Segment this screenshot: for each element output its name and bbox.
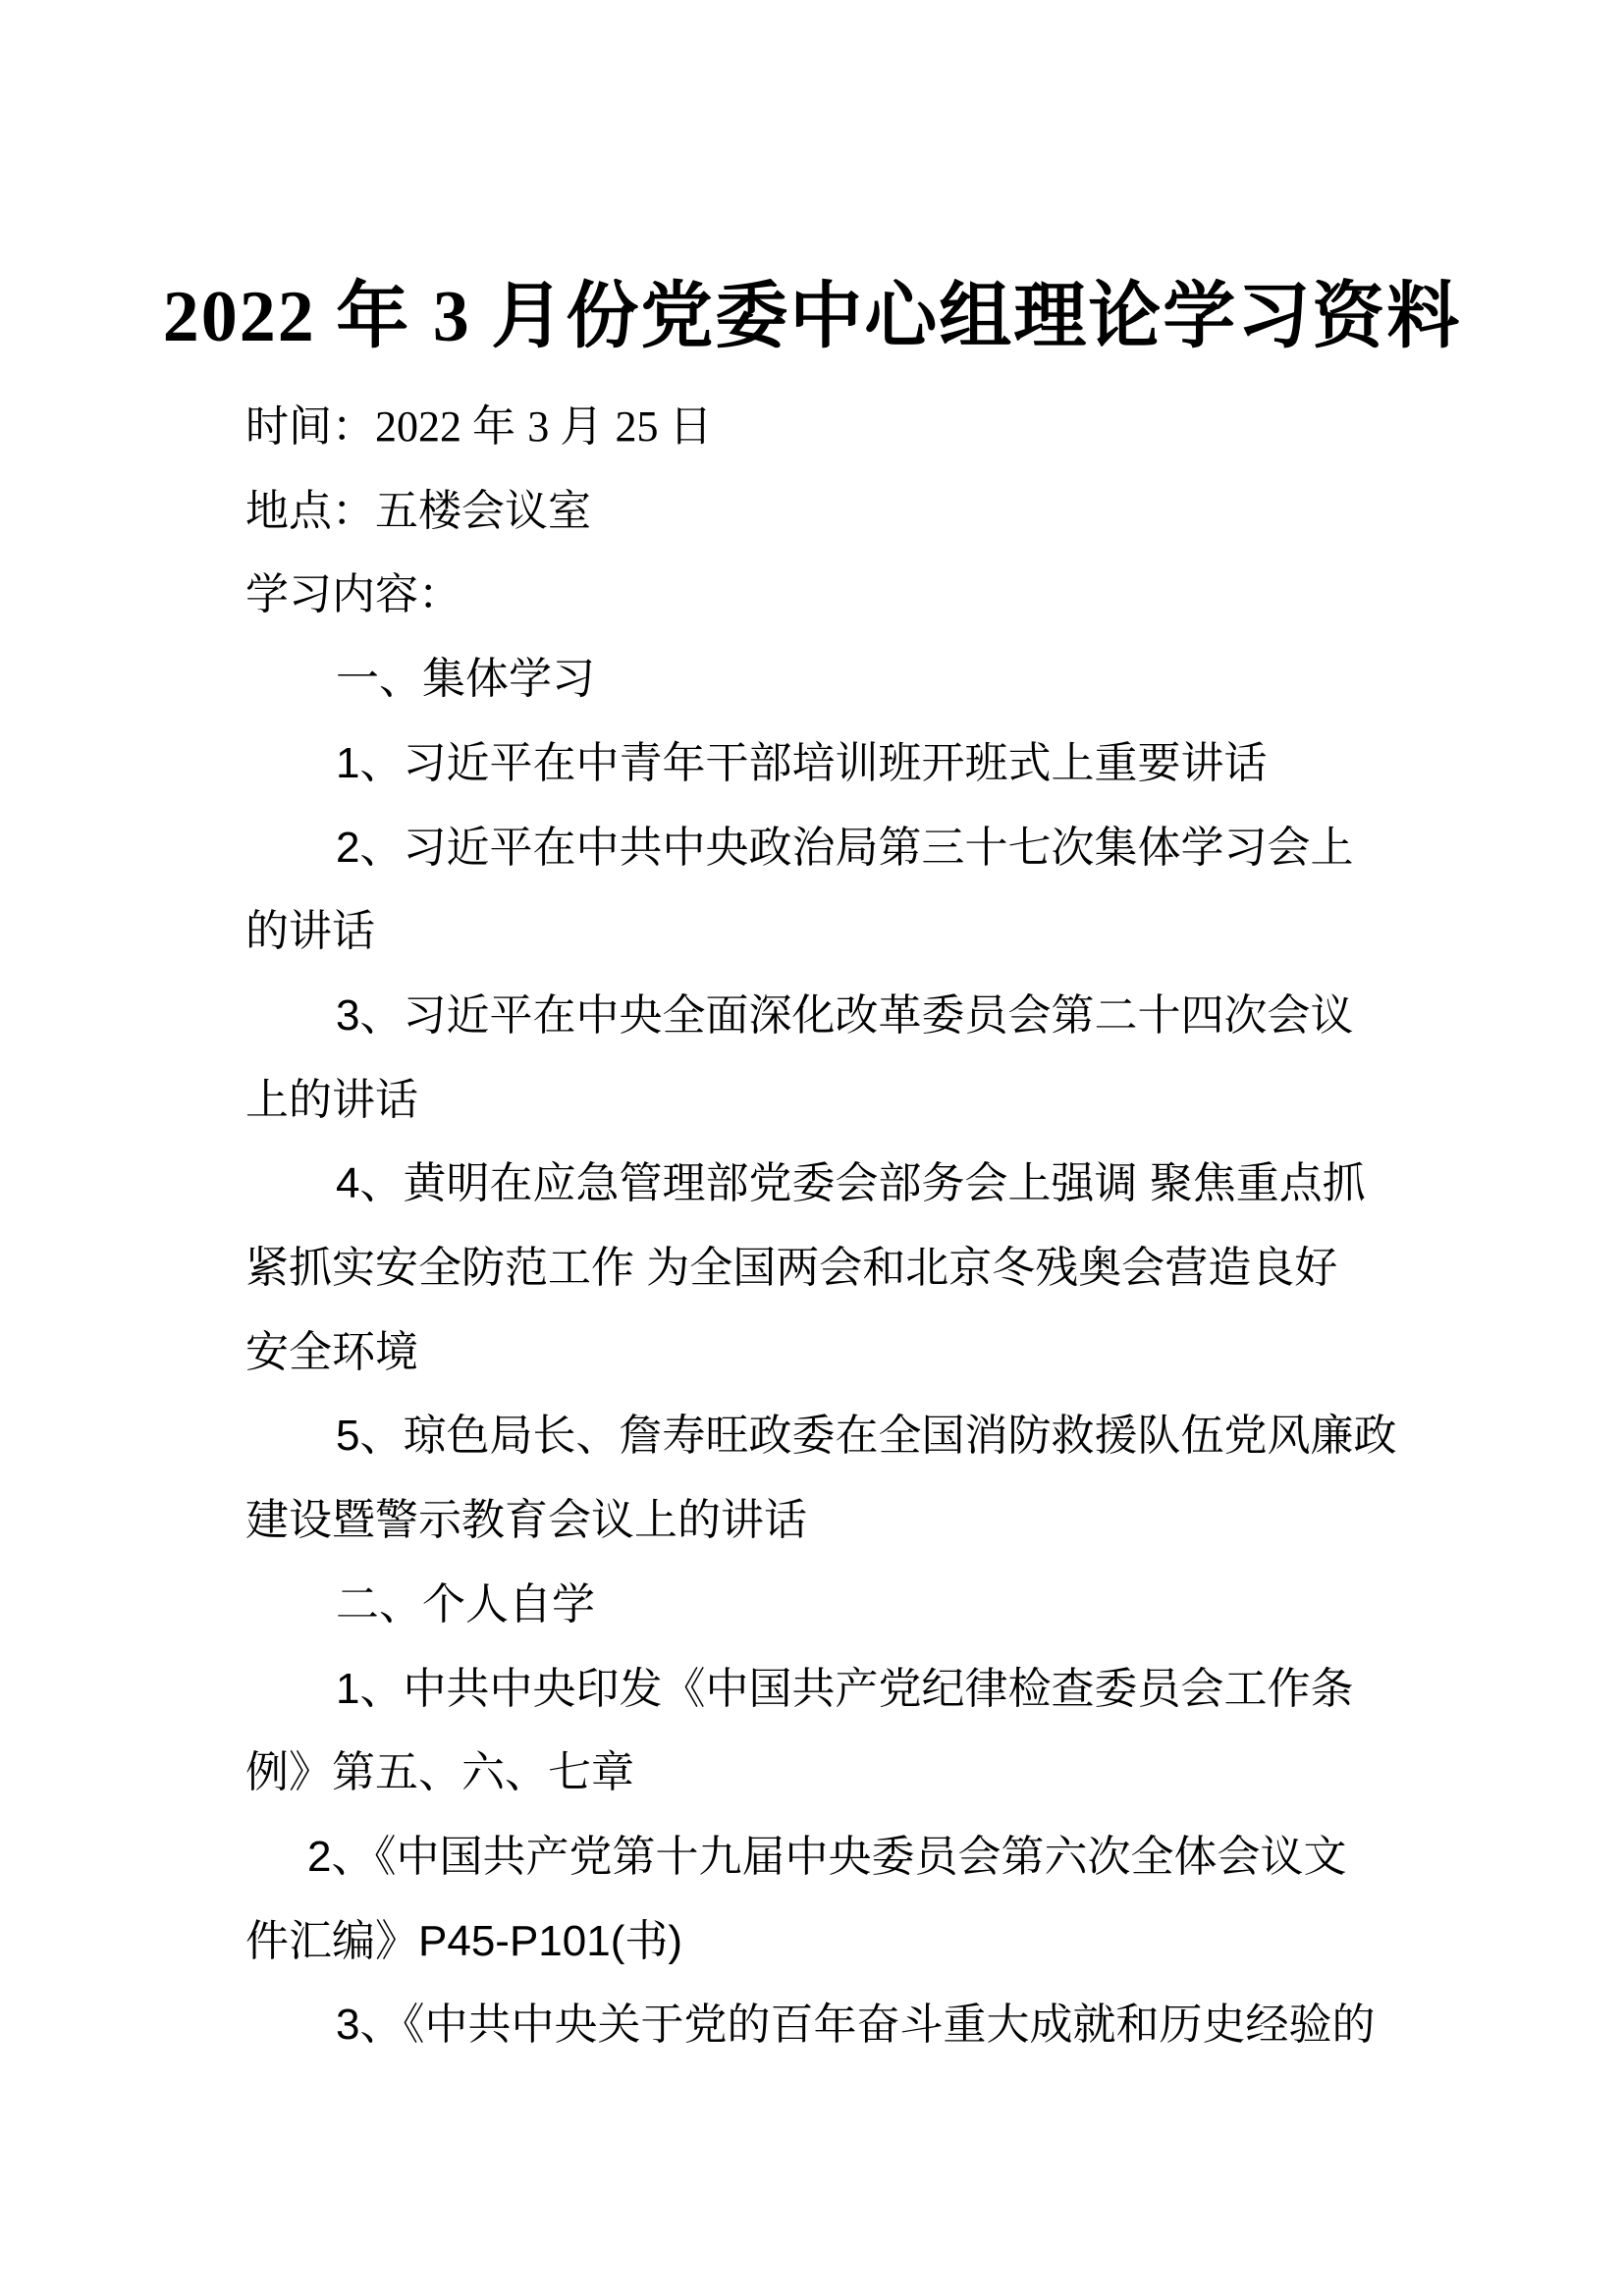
text-line (336, 1142, 1389, 1226)
cjk-text: 的讲话 (245, 907, 375, 956)
cjk-text: 3、《中共中央关于党的百年奋斗重大成就和历史经验的 (336, 2001, 1376, 2050)
cjk-text: 1、习近平在中青年干部培训班开班式上重要讲话 (336, 738, 1268, 787)
cjk-text: 学习内容： (245, 570, 461, 619)
cjk-text: 1、中共中央印发《中国共产党纪律检查委员会工作条 (336, 1664, 1354, 1713)
latin-serif-text: 25 (615, 402, 670, 451)
cjk-text: 5、琼色局长、詹寿旺政委在全国消防救援队伍党风廉政 (336, 1412, 1397, 1461)
latin-serif-text: 3 (527, 402, 561, 451)
latin-serif-text: 2022 (162, 276, 337, 357)
cjk-text: 4、黄明在应急管理部党委会部务会上强调 聚焦重点抓 (336, 1159, 1366, 1208)
text-line (245, 1478, 1389, 1563)
text-line (245, 1899, 1389, 1984)
cjk-text: 地点：五楼会议室 (245, 486, 591, 535)
text-line (336, 637, 1389, 721)
text-line (245, 1058, 1389, 1143)
text-line (307, 1815, 1389, 1899)
latin-serif-text: 3 (432, 276, 492, 357)
text-line (336, 974, 1389, 1058)
text-line (336, 1983, 1389, 2067)
cjk-text: 一、集体学习 (336, 655, 595, 704)
cjk-text: 日 (669, 402, 713, 451)
cjk-text: 月 (560, 402, 616, 451)
text-line (336, 806, 1389, 890)
cjk-text: 月份党委中心组理论学习资料 (491, 274, 1462, 356)
cjk-text: 建设暨警示教育会议上的讲话 (245, 1496, 807, 1545)
text-line (245, 1731, 1389, 1815)
cjk-text: 安全环境 (245, 1327, 418, 1376)
cjk-text: 件汇编》P45-P101(书) (245, 1916, 683, 1965)
text-line (245, 385, 1389, 469)
cjk-text: 3、习近平在中央全面深化改革委员会第二十四次会议 (336, 990, 1354, 1040)
text-line (336, 1563, 1389, 1647)
document-title (0, 257, 1624, 376)
text-line (336, 1394, 1397, 1478)
cjk-text: 例》第五、六、七章 (245, 1748, 634, 1797)
cjk-text: 年 (472, 402, 528, 451)
text-line (245, 553, 1389, 637)
cjk-text: 二、个人自学 (336, 1579, 595, 1629)
text-line (336, 1647, 1389, 1732)
cjk-text: 2、习近平在中共中央政治局第三十七次集体学习会上 (336, 823, 1354, 872)
text-line (245, 1226, 1389, 1310)
cjk-text: 年 (336, 274, 433, 356)
text-line (245, 889, 1389, 974)
document-body (245, 385, 1397, 2067)
cjk-text: 上的讲话 (245, 1075, 418, 1124)
text-line (245, 1310, 1389, 1395)
text-line (336, 721, 1389, 806)
cjk-text: 紧抓实安全防范工作 为全国两会和北京冬残奥会营造良好 (245, 1244, 1338, 1293)
text-line (245, 469, 1389, 554)
latin-serif-text: 2022 (375, 402, 472, 451)
cjk-text: 时间： (245, 402, 375, 451)
cjk-text: 2、《中国共产党第十九届中央委员会第六次全体会议文 (307, 1832, 1347, 1881)
